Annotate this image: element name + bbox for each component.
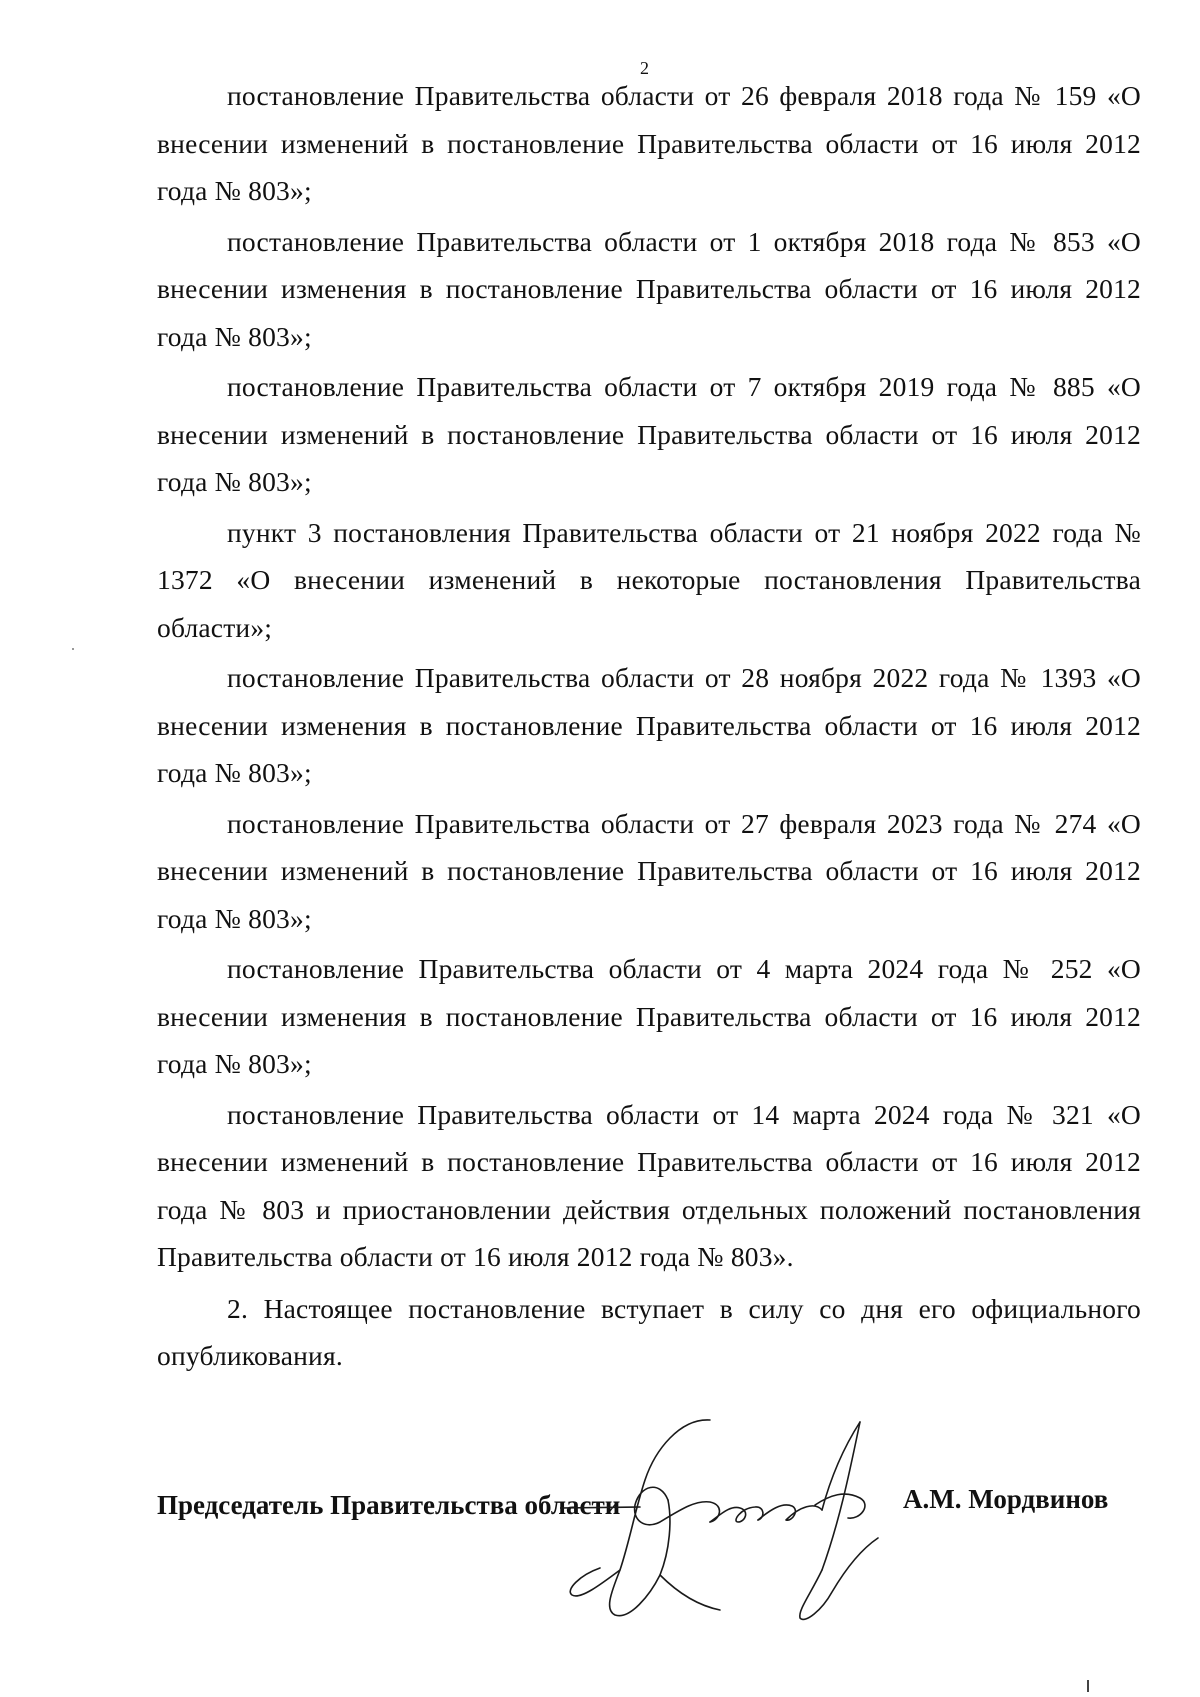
list-item-2: постановление Правительства области от 1 октября 2018 года № 853 «О внесении изменения в постановление Правительства области от 16 июля 2012 года № 803»;	[157, 225, 1141, 352]
signatory-title: Председатель Правительства области	[157, 1490, 621, 1520]
signatory-name: А.М. Мордвинов	[903, 1484, 1109, 1514]
handwritten-signature	[560, 1410, 940, 1630]
scan-edge-mark	[1087, 1680, 1089, 1692]
list-item-3: постановление Правительства области от 7 октября 2019 года № 885 «О внесении изменений в постановление Правительства области от 16 июля 2012 года № 803»;	[157, 371, 1141, 497]
list-item-8: постановление Правительства области от 14 марта 2024 года № 321 «О внесении изменений в постановление Правительства области от 16 июля 2012 года № 803 и приостановлении действия отдельных положений постановления Правительства области от 16 июля 2012 года № 803».	[157, 1098, 1141, 1272]
list-item-4: пункт 3 постановления Правительства области от 21 ноября 2022 года № 1372 «О внесении изменений в некоторые постановления Правительства области»;	[157, 516, 1141, 643]
list-item-7: постановление Правительства области от 4 марта 2024 года № 252 «О внесении изменения в постановление Правительства области от 16 июля 2012 года № 803»;	[157, 953, 1141, 1079]
document-body	[157, 72, 1141, 1380]
list-item-6: постановление Правительства области от 27 февраля 2023 года № 274 «О внесении изменений в постановление Правительства области от 16 июля 2012 года № 803»;	[157, 807, 1141, 934]
list-item-1: постановление Правительства области от 26 февраля 2018 года № 159 «О внесении изменений в постановление Правительства области от 16 июля 2012 года № 803»;	[157, 80, 1141, 206]
final-clause: 2. Настоящее постановление вступает в силу со дня его официального опубликования.	[157, 1292, 1141, 1371]
scan-speck	[72, 648, 74, 650]
page-number: 2	[640, 58, 649, 78]
list-item-5: постановление Правительства области от 28 ноября 2022 года № 1393 «О внесении изменения в постановление Правительства области от 16 июля 2012 года № 803»;	[157, 662, 1141, 788]
